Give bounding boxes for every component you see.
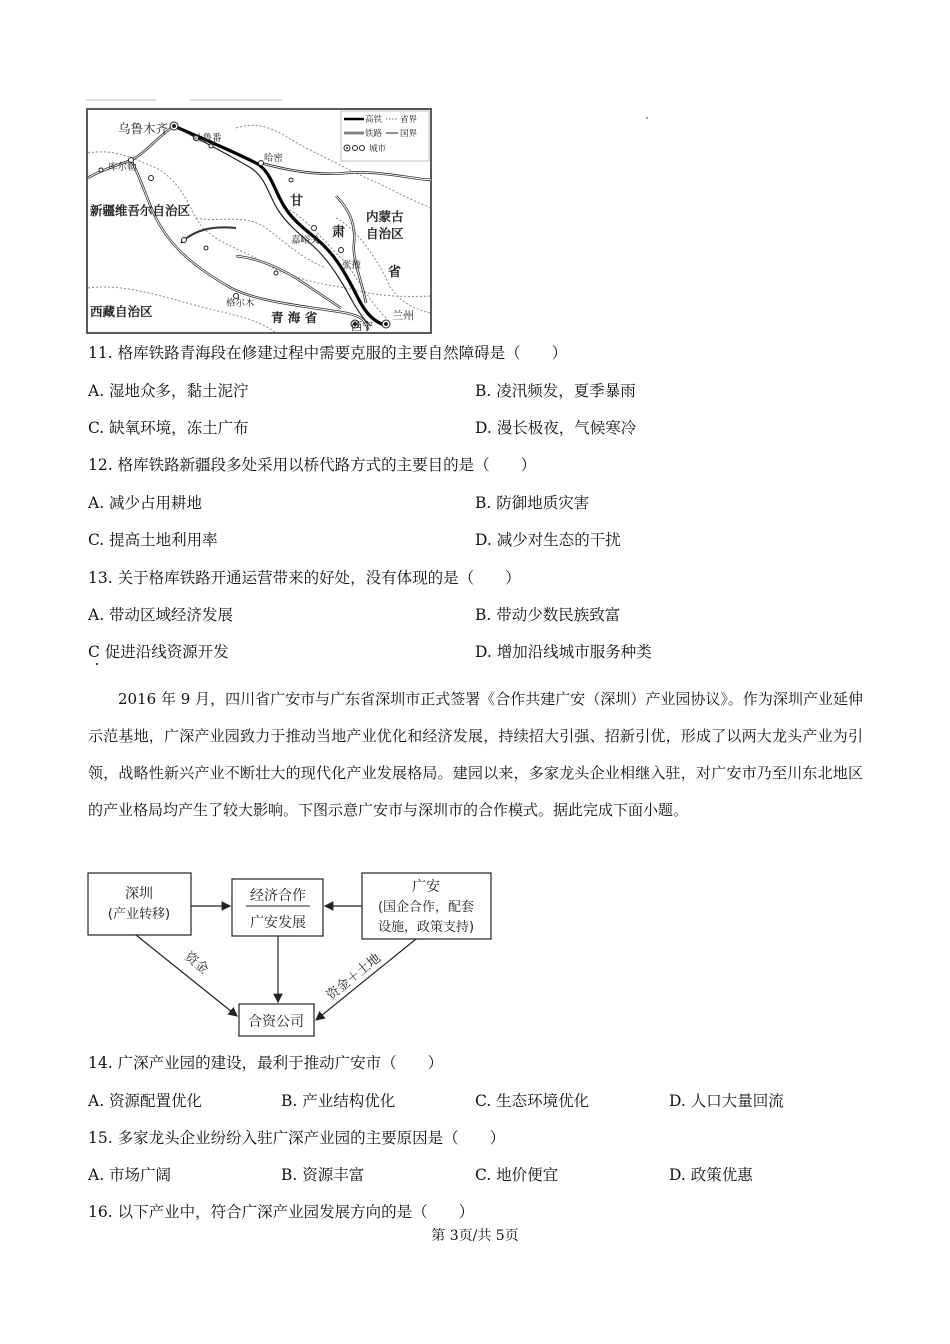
q11-option-a: A. 湿地众多，黏土泥泞 (88, 382, 249, 400)
city-korla: 库尔勒 (108, 162, 137, 173)
center-top-label: 经济合作 (250, 888, 306, 904)
legend-national-border: 国界 (400, 129, 418, 139)
city-turpan: 吐鲁番 (193, 133, 222, 144)
region-xinjiang: 新疆维吾尔自治区 (90, 203, 191, 218)
region-neimenggu-2: 自治区 (366, 226, 404, 241)
question-14-stem: 14. 广深产业园的建设，最利于推动广安市（ ） (88, 1054, 444, 1072)
q13-option-d: D. 增加沿线城市服务种类 (475, 643, 652, 661)
question-15-stem: 15. 多家龙头企业纷纷入驻广深产业园的主要原因是（ ） (88, 1129, 506, 1147)
city-xining: 西宁 (351, 320, 373, 333)
arrow-left-label: 资金 (181, 949, 212, 978)
q14-option-b: B. 产业结构优化 (281, 1092, 396, 1110)
guangan-label: 广安 (412, 879, 440, 895)
q14-option-d: D. 人口大量回流 (669, 1092, 784, 1110)
q14-option-c: C. 生态环境优化 (475, 1092, 590, 1110)
scan-mark (86, 99, 156, 101)
legend-railway: 铁路 (365, 129, 383, 139)
shenzhen-label: 深圳 (125, 886, 153, 902)
city-golmud: 格尔木 (226, 298, 255, 309)
q14-option-a: A. 资源配置优化 (88, 1092, 203, 1110)
q15-option-c: C. 地价便宜 (475, 1166, 559, 1184)
q13-option-b: B. 带动少数民族致富 (475, 606, 621, 624)
region-gansu-2: 肃 (332, 225, 346, 240)
region-gansu-3: 省 (388, 265, 402, 280)
region-neimenggu: 内蒙古 (366, 209, 404, 224)
q12-option-c: C. 提高土地利用率 (88, 531, 218, 549)
railway-map (86, 108, 432, 334)
page-number: 第 3页/共 5页 (431, 1228, 519, 1244)
q12-option-d: D. 减少对生态的干扰 (475, 531, 621, 549)
region-gansu-1: 甘 (290, 194, 304, 209)
q15-option-a: A. 市场广阔 (88, 1166, 172, 1184)
city-lanzhou: 兰州 (392, 309, 414, 322)
region-qinghai: 青 海 省 (271, 310, 318, 325)
guangan-sub-label-2: 设施，政策支持) (377, 920, 475, 935)
arrow-right-label: 资金＋土地 (323, 950, 384, 1004)
q15-option-d: D. 政策优惠 (669, 1166, 753, 1184)
city-zhangye: 张掖 (342, 260, 362, 271)
city-hami: 哈密 (264, 153, 284, 164)
q13-option-a: A. 带动区域经济发展 (88, 606, 234, 624)
q12-option-b: B. 防御地质灾害 (475, 494, 590, 512)
city-jiayuguan: 嘉峪关 (291, 235, 320, 246)
q11-option-c: C. 缺氧环境，冻土广布 (88, 419, 249, 437)
shenzhen-box (88, 873, 191, 935)
center-bottom-label: 广安发展 (250, 915, 306, 931)
question-12-stem: 12. 格库铁路新疆段多处采用以桥代路方式的主要目的是（ ） (88, 456, 537, 474)
question-16-stem: 16. 以下产业中，符合广深产业园发展方向的是（ ） (88, 1203, 475, 1221)
shenzhen-sub-label: (产业转移) (107, 907, 171, 922)
guangan-sub-label-1: (国企合作，配套 (377, 900, 475, 915)
scan-dot (646, 117, 648, 119)
region-xizang: 西藏自治区 (90, 304, 153, 319)
scan-dot (96, 663, 98, 665)
city-urumqi: 乌鲁木齐 (118, 121, 169, 136)
passage: 2016 年 9 月，四川省广安市与广东省深圳市正式签署《合作共建广安（深圳）产业园协议》。作为深圳产业延伸示范基地，广深产业园致力于推动当地产业优化和经济发展，持续招大引强、招新引优，形成了以两大龙头产业为引领，战略性新兴产业不断壮大的现代化产业发展格局。建园以来，多家龙头企业相继入驻，对广安市乃至川东北地区的产业格局均产生了较大影响。下图示意广安市与深圳市的合作模式。据此完成下面小题。 (88, 690, 863, 819)
q11-option-d: D. 漫长极夜，气候寒冷 (475, 419, 637, 437)
cooperation-diagram (86, 868, 496, 1040)
legend-high-speed-rail: 高铁 (365, 115, 383, 125)
question-11-stem: 11. 格库铁路青海段在修建过程中需要克服的主要自然障碍是（ ） (88, 344, 568, 362)
scan-mark (190, 99, 282, 101)
jv-label: 合资公司 (248, 1014, 304, 1030)
legend-province-border: 省界 (400, 115, 418, 125)
question-13-stem: 13. 关于格库铁路开通运营带来的好处，没有体现的是（ ） (88, 569, 521, 587)
q13-option-c: C 促进沿线资源开发 (88, 643, 229, 661)
q11-option-b: B. 凌汛频发，夏季暴雨 (475, 382, 636, 400)
q12-option-a: A. 减少占用耕地 (88, 494, 203, 512)
legend-city: 城市 (369, 144, 387, 154)
q15-option-b: B. 资源丰富 (281, 1166, 365, 1184)
